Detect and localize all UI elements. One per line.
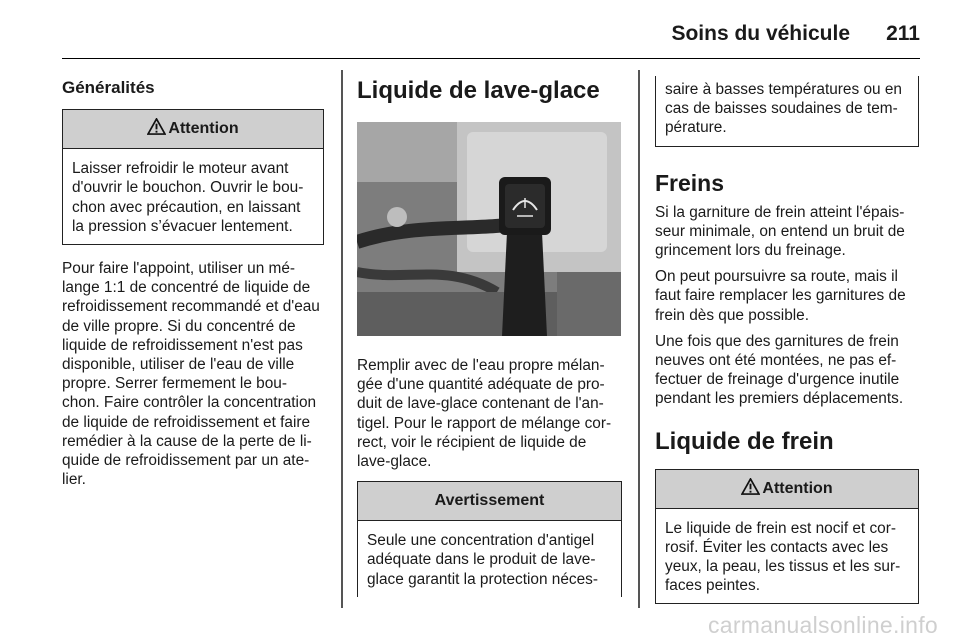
attention-frein-text: Le liquide de frein est nocif et cor-rosif. Éviter les contacts avec les yeux, la peau, les tissus et les sur-faces peintes.: [665, 519, 901, 595]
freins-paragraph-2: On peut poursuivre sa route, mais il faut faire remplacer les garnitures de frein dès que possible.: [655, 268, 906, 324]
attention-text: Laisser refroidir le moteur avant d'ouvrir le bouchon. Ouvrir le bou-chon avec précaution, en laissant la pression s’évacuer lentement.: [72, 160, 304, 235]
page-header: [62, 18, 920, 59]
washer-paragraph: Remplir avec de l'eau propre mélan-gée d'une quantité adéquate de pro-duit de lave-glace contenant de l'an-tigel. Pour le rapport de mélange cor-rect, voir le récipient de liquide de lave-glace.: [357, 357, 612, 471]
coolant-paragraph: Pour faire l'appoint, utiliser un mé-lange 1:1 de concentré de liquide de refroidissement recommandé et d'eau de ville propre. Si du concentré de liquide de refroidissement n'est pas disponible, utiliser de l'eau de ville propre. Serrer fermement le bou-chon. Faire contrôler la concentration de liquide de refroidissement et faire remédier à la cause de la perte de li-quide de refroidissement par un ate-lier.: [62, 260, 320, 489]
heading-freins: Freins: [655, 169, 725, 196]
attention-box-frein: [655, 469, 919, 605]
column-2: [357, 76, 622, 611]
heading-lave-glace: Liquide de lave-glace: [357, 77, 600, 104]
freins-paragraph-1: Si la garniture de frein atteint l'épais-seur minimale, on entend un bruit de grincement lors du freinage.: [655, 203, 905, 260]
warning-text-continued: saire à basses températures ou en cas de baisses soudaines de tem-pérature.: [665, 81, 902, 137]
attention-title: Attention: [168, 120, 239, 138]
warning-box-continued: [655, 76, 919, 147]
freins-paragraph-3: Une fois que des garnitures de frein neuves ont été montées, ne pas ef-fectuer de freinage d'urgence inutile pendant les premiers déplacements.: [655, 332, 904, 408]
warning-text: Seule une concentration d'antigel adéquate dans le produit de lave-glace garantit la protection néces-: [367, 532, 598, 588]
attention-frein-title: Attention: [762, 479, 833, 497]
column-divider: [638, 70, 640, 608]
page-number: 211: [886, 22, 920, 45]
warning-triangle-icon: [741, 478, 760, 495]
section-title: Soins du véhicule: [671, 22, 850, 45]
attention-box: [62, 109, 324, 245]
warning-box-header: Avertissement: [358, 482, 621, 521]
warning-triangle-icon: [147, 118, 166, 135]
column-divider: [341, 70, 343, 608]
heading-generalites: Généralités: [62, 78, 155, 97]
column-1: [62, 78, 324, 496]
column-3: [655, 76, 919, 618]
heading-liquide-frein: Liquide de frein: [655, 427, 834, 455]
attention-box-frein-header: [656, 470, 918, 509]
washer-fluid-cap-photo: [357, 122, 621, 336]
attention-box-header: [63, 110, 323, 149]
warning-box: [357, 481, 622, 597]
watermark: carmanualsonline.info: [707, 612, 938, 638]
